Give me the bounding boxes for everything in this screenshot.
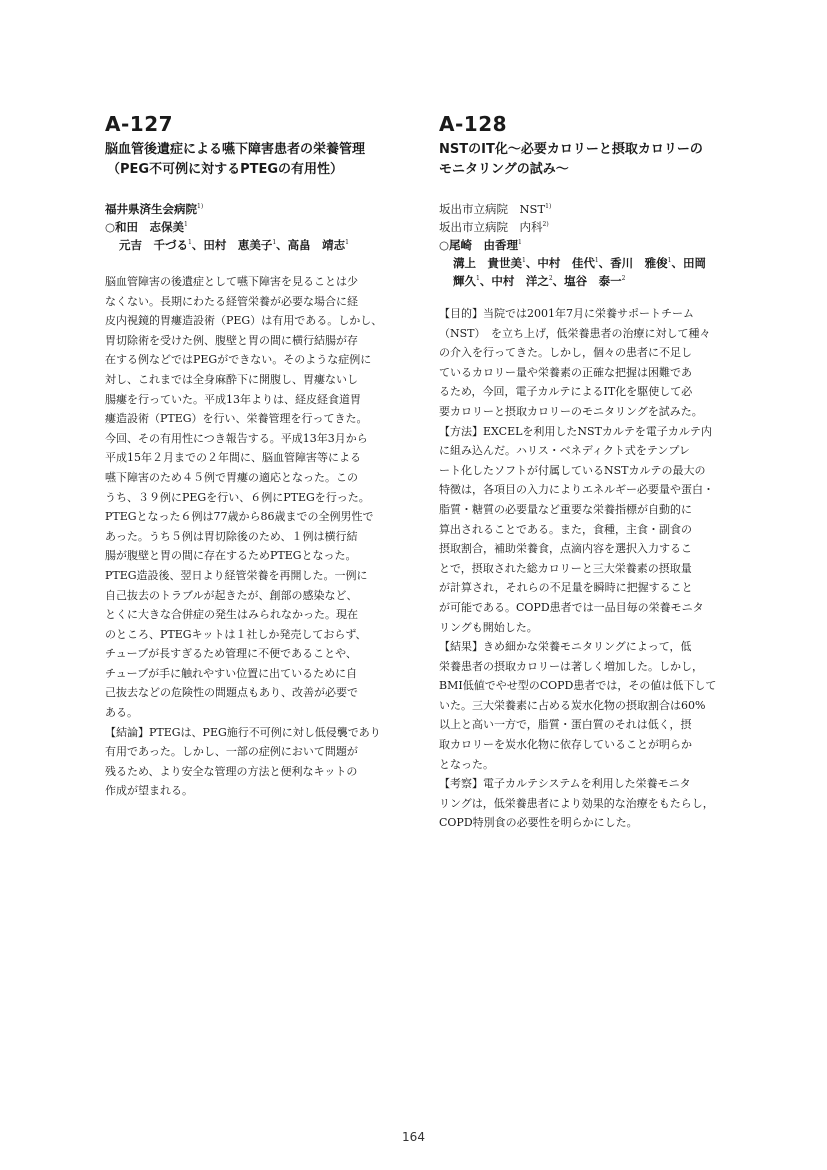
body-line: 栄養患者の摂取カロリーは著しく増加した。しかし， — [439, 659, 703, 673]
body-line: 自己抜去のトラブルが起きたが、創部の感染など、 — [105, 588, 358, 602]
body-line: 【結果】きめ細かな栄養モニタリングによって，低 — [439, 640, 692, 654]
author-name: 溝上 貴世美 — [453, 256, 522, 270]
affiliation-name: 坂出市立病院 NST — [439, 202, 546, 216]
body-line: 今回、その有用性につき報告する。平成13年3月から — [105, 431, 368, 445]
affiliation — [105, 200, 402, 218]
body-line: 【結論】PTEGは、PEG施行不可例に対し低侵襲であり — [105, 725, 381, 739]
body-line: が計算され，それらの不足量を瞬時に把握すること — [439, 581, 693, 595]
author-sup: 1 — [184, 221, 188, 228]
body-line: なくない。長期にわたる経管栄養が必要な場合に経 — [105, 294, 358, 308]
abstract-id: A-127 — [105, 112, 174, 136]
body-line: 摂取割合，補助栄養食，点滴内容を選択入力するこ — [439, 542, 692, 556]
body-line: 作成が望まれる。 — [105, 784, 193, 798]
author-sup: 1 — [518, 239, 522, 246]
author-name: 、中村 佳代 — [525, 256, 595, 270]
author-sup: 1 — [476, 275, 480, 282]
body-line: ート化したソフトが付属しているNSTカルテの最大の — [439, 463, 706, 477]
body-line: 以上と高い一方で，脂質・蛋白質のそれは低く，摂 — [439, 718, 692, 732]
body-line: 【方法】EXCELを利用したNSTカルテを電子カルテ内 — [439, 424, 712, 438]
abstract-body — [105, 272, 402, 801]
title-line: NSTのIT化〜必要カロリーと摂取カロリーの — [439, 142, 703, 157]
body-line: が可能である。COPD患者では一品目毎の栄養モニタ — [439, 600, 704, 614]
presenter-mark: ○ — [105, 220, 116, 234]
author-sup: 2 — [548, 275, 553, 282]
author-sup: 1 — [522, 257, 526, 264]
author-sup: 1 — [667, 257, 672, 264]
body-line: COPD特別食の必要性を明らかにした。 — [439, 816, 638, 830]
author-name: 、塩谷 泰一 — [552, 274, 622, 288]
author-line — [439, 254, 736, 272]
author-name: 輝久 — [453, 274, 476, 288]
body-line: 【考察】電子カルテシステムを利用した栄養モニタ — [439, 777, 691, 791]
title-line: モニタリングの試み〜 — [439, 162, 569, 177]
author-sup: 1 — [345, 239, 349, 246]
title-line: （PEG不可例に対するPTEGの有用性） — [107, 162, 344, 177]
author-name: 尾崎 由香理 — [449, 238, 519, 252]
body-line: 特徴は，各項目の入力によりエネルギー必要量や蛋白・ — [439, 483, 714, 497]
abstract-title — [105, 140, 402, 180]
body-line: 脂質・糖質の必要量など重要な栄養指標が自動的に — [439, 502, 692, 516]
body-line: のところ、PTEGキットは１社しか発売しておらず、 — [105, 627, 367, 641]
affiliation-name: 福井県済生会病院 — [105, 202, 197, 216]
body-line: あった。うち５例は胃切除後のため、１例は横行結 — [105, 529, 358, 543]
body-line: チューブが手に触れやすい位置に出ているために自 — [105, 666, 358, 680]
author-sup: 1 — [188, 239, 192, 246]
affiliation-name: 坂出市立病院 内科 — [439, 220, 543, 234]
affiliation — [439, 218, 736, 236]
author-line — [439, 272, 736, 290]
body-line: 瘻造設術（PTEG）を行い、栄養管理を行ってきた。 — [105, 412, 368, 426]
body-line: （NST） を立ち上げ，低栄養患者の治療に対して種々 — [439, 326, 711, 340]
author-line — [105, 236, 402, 254]
body-line: リングも開始した。 — [439, 620, 538, 634]
body-line: 要カロリーと摂取カロリーのモニタリングを試みた。 — [439, 404, 703, 418]
affiliation-sup: 1) — [545, 203, 552, 210]
body-line: ある。 — [105, 706, 138, 720]
author-sup: 1 — [594, 257, 599, 264]
body-line: 平成15年２月までの２年間に、脳血管障害等による — [105, 451, 361, 465]
abstract-id: A-128 — [439, 112, 508, 136]
affiliation-sup: 2) — [542, 221, 549, 228]
body-line: 胃切除術を受けた例、腹壁と胃の間に横行結腸が存 — [105, 333, 358, 347]
author-name: 元吉 千づる — [119, 238, 188, 252]
author-sup: 2 — [621, 275, 626, 282]
body-line: 腸が腹壁と胃の間に存在するためPTEGとなった。 — [105, 549, 357, 563]
body-line: リングは，低栄養患者により効果的な治療をもたらし， — [439, 796, 714, 810]
body-line: PTEGとなった６例は77歳から86歳までの全例男性で — [105, 510, 374, 524]
author-line — [105, 218, 402, 236]
body-line: PTEG造設後、翌日より経管栄養を再開した。一例に — [105, 568, 368, 582]
body-line: ているカロリー量や栄養素の正確な把握は困難であ — [439, 365, 692, 379]
author-sup: 1 — [272, 239, 277, 246]
body-line: 対し、これまでは全身麻酔下に開腹し、胃瘻ないし — [105, 372, 358, 386]
page-number: 164 — [402, 1130, 425, 1144]
presenter-mark: ○ — [439, 238, 450, 252]
body-line: 在する例などではPEGができない。そのような症例に — [105, 353, 372, 367]
body-line: うち、３９例にPEGを行い、６例にPTEGを行った。 — [105, 490, 370, 504]
body-line: 己抜去などの危険性の問題点もあり、改善が必要で — [105, 686, 358, 700]
affiliation-sup: 1) — [197, 203, 204, 210]
body-line: 皮内視鏡的胃瘻造設術（PEG）は有用である。しかし、 — [105, 314, 383, 328]
author-name: 、中村 洋之 — [479, 274, 549, 288]
abstract-body — [439, 304, 736, 833]
author-name: 、高畠 靖志 — [276, 238, 346, 252]
body-line: 【目的】当院では2001年7月に栄養サポートチーム — [439, 307, 694, 320]
body-line: とくに大きな合併症の発生はみられなかった。現在 — [105, 608, 358, 622]
abstract-a128 — [439, 112, 736, 833]
body-line: に組み込んだ。ハリス・ベネディクト式をテンプレ — [439, 444, 690, 458]
body-line: となった。 — [439, 757, 494, 771]
author-line — [439, 236, 736, 254]
body-line: 嚥下障害のため４５例で胃瘻の適応となった。この — [105, 470, 358, 484]
author-name: 、田村 恵美子 — [191, 238, 273, 252]
abstract-a127 — [105, 112, 402, 801]
body-line: 算出されることである。また，食種，主食・副食の — [439, 522, 692, 536]
abstract-title — [439, 140, 736, 180]
body-line: 有用であった。しかし、一部の症例において問題が — [105, 745, 358, 759]
body-line: とで，摂取された総カロリーと三大栄養素の摂取量 — [439, 561, 692, 575]
body-line: 腸瘻を行っていた。平成13年よりは、経皮経食道胃 — [105, 392, 361, 406]
body-line: 残るため、より安全な管理の方法と便利なキットの — [105, 764, 358, 778]
authors-block — [105, 200, 402, 254]
body-line: チューブが長すぎるため管理に不便であることや、 — [105, 647, 357, 661]
body-line: の介入を行ってきた。しかし，個々の患者に不足し — [439, 346, 692, 360]
author-name: 、田岡 — [671, 256, 706, 270]
body-line: 取カロリーを炭水化物に依存していることが明らか — [439, 738, 692, 752]
body-line: るため，今回，電子カルテによるIT化を駆使して必 — [439, 385, 693, 399]
body-line: いた。三大栄養素に占める炭水化物の摂取割合は60% — [439, 698, 706, 712]
authors-block — [439, 200, 736, 290]
author-name: 和田 志保美 — [115, 220, 185, 234]
body-line: BMI低値でやせ型のCOPD患者では，その値は低下して — [439, 679, 717, 693]
body-line: 脳血管障害の後遺症として嚥下障害を見ることは少 — [105, 275, 358, 288]
author-name: 、香川 雅俊 — [598, 256, 668, 270]
affiliation — [439, 200, 736, 218]
title-line: 脳血管後遺症による嚥下障害患者の栄養管理 — [105, 142, 366, 157]
